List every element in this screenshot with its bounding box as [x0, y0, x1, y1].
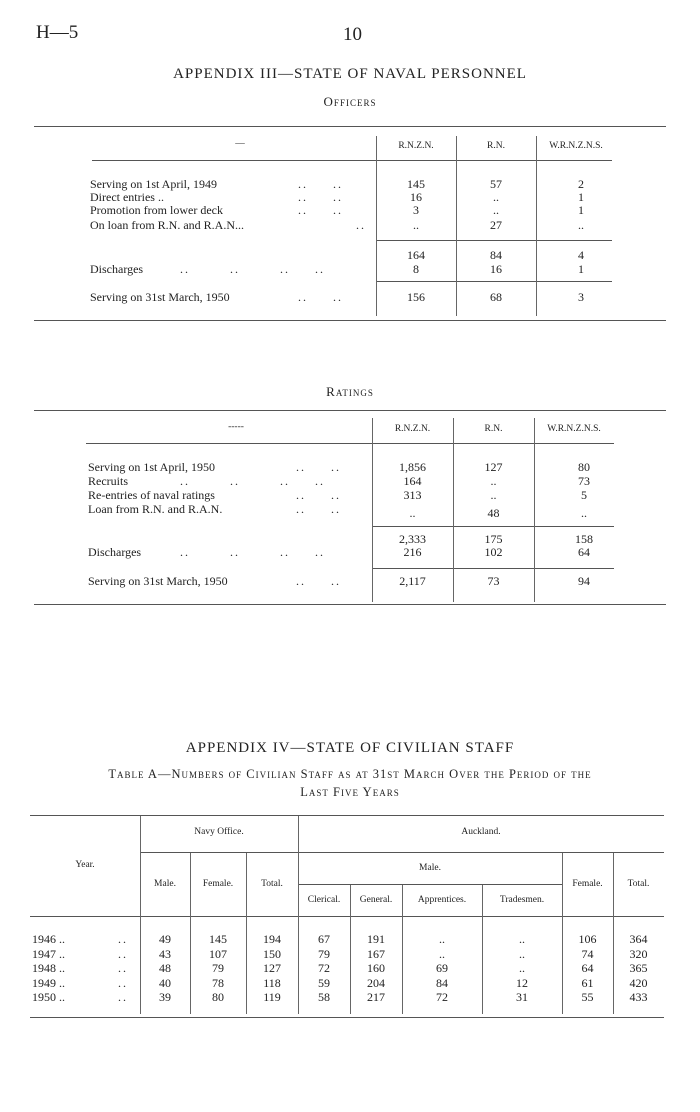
auckland-female-header: Female. — [572, 879, 603, 889]
rule — [34, 320, 666, 321]
col-header: R.N.Z.N. — [394, 424, 431, 434]
table-cell: 217 — [367, 990, 385, 1004]
year-cell: 1946 .. — [32, 932, 65, 946]
cell: .. — [578, 218, 584, 232]
officers-subtitle: Officers — [323, 94, 377, 109]
table-cell: 145 — [209, 932, 227, 946]
ratings-subtitle: Ratings — [326, 384, 374, 399]
table-cell: .. — [439, 946, 445, 961]
table-cell: 67 — [318, 932, 330, 946]
cell: 48 — [487, 506, 500, 520]
cell: 1,856 — [399, 460, 426, 474]
auckland-header: Auckland. — [461, 827, 501, 837]
rule — [376, 240, 612, 241]
cell: 313 — [403, 488, 422, 502]
cell: .. — [490, 488, 497, 502]
table-cell: 204 — [367, 975, 385, 990]
cell: .. — [581, 506, 587, 520]
leader-dots: .. .. — [298, 177, 343, 191]
leader-dots: .. — [118, 990, 128, 1004]
dash-header: — — [235, 139, 245, 149]
leader-dots: .. .. — [296, 574, 341, 588]
row-label: Re-entries of naval ratings — [88, 488, 215, 502]
cell: 216 — [403, 545, 422, 559]
table-cell: 433 — [629, 990, 648, 1004]
subtotal-cell: 158 — [575, 532, 593, 546]
row-label: Discharges — [88, 545, 142, 559]
leader-dots: .. — [118, 932, 128, 946]
row-label: Direct entries .. — [90, 190, 164, 204]
cell: 3 — [578, 290, 584, 304]
table-cell: .. — [519, 961, 525, 975]
table-cell: 84 — [436, 975, 448, 990]
navy-office-header: Navy Office. — [194, 827, 244, 837]
table-cell: 72 — [318, 961, 330, 975]
cell: 73 — [578, 474, 590, 488]
cell: .. — [493, 203, 499, 217]
table-cell: 74 — [581, 946, 594, 961]
table-cell: 106 — [578, 932, 597, 946]
rule — [92, 160, 612, 161]
cell: 80 — [578, 460, 590, 474]
table-a-caption: Table A—Numbers of Civilian Staff as at 31st March Over the Period of the — [108, 767, 592, 781]
rule — [34, 410, 666, 411]
leader-dots: .. — [356, 218, 366, 232]
rule — [298, 884, 562, 885]
row-label: Loan from R.N. and R.A.N. — [88, 502, 223, 516]
year-cell: 1949 .. — [32, 975, 65, 990]
cell: 73 — [487, 574, 500, 588]
cell: 5 — [581, 488, 587, 502]
subtotal-cell: 4 — [578, 248, 584, 262]
cell: 145 — [407, 177, 425, 191]
table-cell: 64 — [581, 961, 594, 975]
table-cell: 118 — [263, 975, 281, 990]
row-label: Serving on 31st March, 1950 — [90, 290, 230, 304]
table-cell: 191 — [367, 932, 385, 946]
leader-dots: .. .. — [296, 460, 341, 474]
rule — [30, 815, 664, 816]
cell: 2,117 — [399, 574, 426, 588]
cell: .. — [413, 218, 419, 232]
cell: 1 — [578, 262, 584, 276]
row-label: Serving on 1st April, 1949 — [90, 177, 218, 191]
table-cell: 420 — [629, 975, 648, 990]
row-label: Discharges — [90, 262, 144, 276]
col-header: R.N. — [487, 141, 505, 151]
table-cell: 79 — [318, 946, 330, 961]
cell: 16 — [490, 262, 502, 276]
table-cell: 40 — [159, 975, 171, 990]
table-cell: 48 — [159, 961, 171, 975]
rule — [298, 852, 664, 853]
subtotal-cell: 84 — [490, 248, 502, 262]
row-label: Serving on 1st April, 1950 — [88, 460, 216, 474]
cell: 27 — [490, 218, 502, 232]
year-cell: 1950 .. — [32, 990, 65, 1004]
table-cell: .. — [519, 932, 525, 946]
male-header: Male. — [154, 879, 176, 889]
cell: 102 — [484, 545, 503, 559]
table-cell: 78 — [212, 975, 224, 990]
table-cell: 49 — [159, 932, 171, 946]
col-header: W.R.N.Z.N.S. — [549, 141, 603, 151]
table-cell: 364 — [629, 932, 648, 946]
leader-dots: .. .. — [298, 190, 343, 204]
col-header: R.N. — [484, 424, 503, 434]
clerical-header: Clerical. — [307, 895, 341, 905]
table-cell: 43 — [159, 946, 171, 961]
cell: 3 — [413, 203, 419, 217]
row-label: Serving on 31st March, 1950 — [88, 574, 228, 588]
table-cell: 160 — [367, 961, 385, 975]
table-cell: 59 — [318, 975, 330, 990]
female-header: Female. — [202, 879, 234, 889]
table-cell: 31 — [516, 990, 528, 1004]
rule — [34, 604, 666, 605]
cell: 8 — [413, 262, 419, 276]
page-code: H—5 — [36, 22, 79, 43]
table-cell: 80 — [212, 990, 224, 1004]
cell: .. — [409, 506, 416, 520]
table-cell: 150 — [263, 946, 281, 961]
leader-dots: .. — [118, 975, 128, 990]
table-cell: 127 — [263, 961, 281, 975]
dash-header: ----- — [228, 422, 244, 432]
table-cell: 58 — [318, 990, 330, 1004]
apprentices-header: Apprentices. — [417, 895, 467, 905]
subtotal-cell: 175 — [484, 532, 503, 546]
leader-dots: .. .. .. .. — [180, 474, 325, 488]
cell: 1 — [578, 203, 584, 217]
rule — [376, 281, 612, 282]
leader-dots: .. — [118, 961, 128, 975]
table-cell: 55 — [581, 990, 594, 1004]
year-header: Year. — [75, 860, 95, 870]
table-cell: .. — [519, 946, 525, 961]
table-cell: 119 — [263, 990, 281, 1004]
table-cell: 365 — [629, 961, 648, 975]
cell: 127 — [484, 460, 503, 474]
table-cell: 167 — [367, 946, 385, 961]
cell: 64 — [578, 545, 590, 559]
row-label: Recruits — [88, 474, 128, 488]
auckland-total-header: Total. — [627, 879, 650, 889]
cell: 94 — [578, 574, 590, 588]
leader-dots: .. — [118, 946, 128, 961]
subtotal-cell: 164 — [407, 248, 425, 262]
rule — [30, 1017, 664, 1018]
table-cell: 194 — [263, 932, 281, 946]
auckland-male-header: Male. — [419, 863, 441, 873]
rule — [30, 916, 664, 917]
leader-dots: .. .. — [296, 488, 341, 502]
rule — [140, 852, 298, 853]
table-cell: 69 — [436, 961, 448, 975]
total-header: Total. — [261, 879, 283, 889]
table-cell: .. — [439, 932, 445, 946]
table-cell: 107 — [209, 946, 227, 961]
table-cell: 12 — [516, 975, 528, 990]
tradesmen-header: Tradesmen. — [499, 895, 545, 905]
table-a-caption-2: Last Five Years — [300, 785, 400, 799]
leader-dots: .. .. — [296, 502, 341, 516]
appendix-4-title: APPENDIX IV—STATE OF CIVILIAN STAFF — [185, 740, 515, 756]
leader-dots: .. .. — [298, 290, 343, 304]
page-number: 10 — [343, 24, 362, 45]
subtotal-cell: 2,333 — [399, 532, 426, 546]
table-cell: 61 — [581, 975, 594, 990]
table-cell: 79 — [212, 961, 224, 975]
rule — [34, 126, 666, 127]
cell: 156 — [407, 290, 425, 304]
rule — [372, 568, 614, 569]
col-header: W.R.N.Z.N.S. — [547, 424, 601, 434]
table-cell: 320 — [629, 946, 648, 961]
cell: 57 — [490, 177, 502, 191]
year-cell: 1947 .. — [32, 946, 65, 961]
cell: 16 — [410, 190, 422, 204]
col-header: R.N.Z.N. — [398, 141, 434, 151]
cell: 164 — [403, 474, 422, 488]
row-label: On loan from R.N. and R.A.N... — [90, 218, 244, 232]
cell: 2 — [578, 177, 584, 191]
leader-dots: .. .. .. .. — [180, 262, 325, 276]
leader-dots: .. .. — [298, 203, 343, 217]
cell: 68 — [490, 290, 502, 304]
cell: 1 — [578, 190, 584, 204]
appendix-3-title: APPENDIX III—STATE OF NAVAL PERSONNEL — [173, 66, 527, 82]
general-header: General. — [359, 895, 393, 905]
leader-dots: .. .. .. .. — [180, 545, 325, 559]
row-label: Promotion from lower deck — [90, 203, 223, 217]
cell: .. — [493, 190, 499, 204]
table-cell: 39 — [159, 990, 171, 1004]
year-cell: 1948 .. — [32, 961, 65, 975]
cell: .. — [490, 474, 497, 488]
rule — [372, 526, 614, 527]
table-cell: 72 — [436, 990, 448, 1004]
